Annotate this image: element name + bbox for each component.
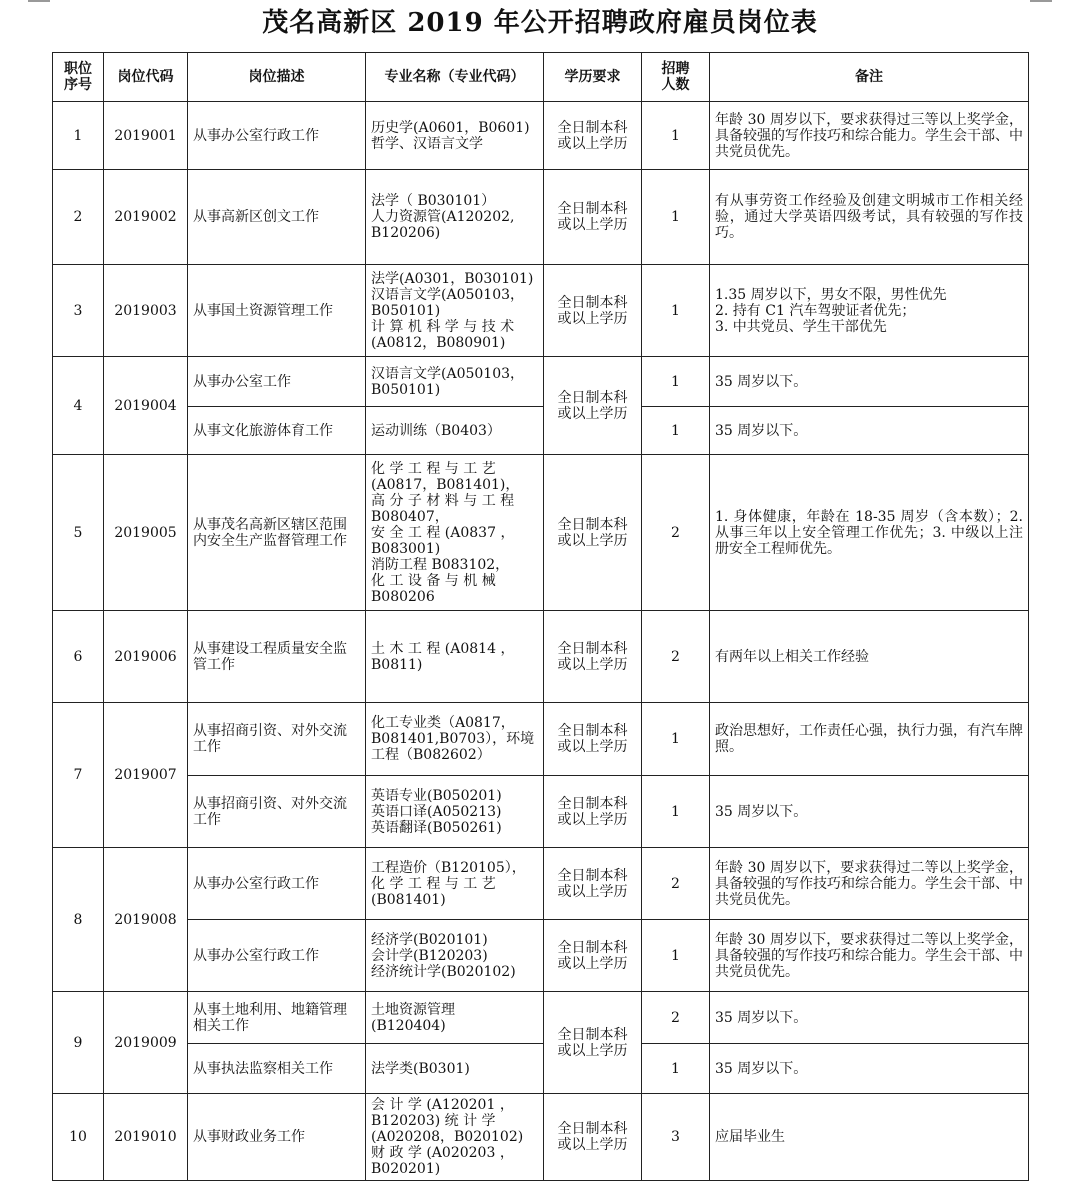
cell-edu: 全日制本科 或以上学历 bbox=[544, 703, 642, 776]
table-row bbox=[53, 265, 1029, 357]
cell-edu: 全日制本科 或以上学历 bbox=[544, 920, 642, 992]
cell-major: 会 计 学 (A120201 ， B120203) 统 计 学 (A020208，B020102) 财 政 学 (A020203 ， B020201) bbox=[366, 1094, 544, 1181]
cell-code: 2019009 bbox=[104, 992, 188, 1094]
cell-num: 1 bbox=[642, 776, 710, 848]
cell-num: 2 bbox=[642, 611, 710, 703]
cell-desc: 从事土地利用、地籍管理相关工作 bbox=[188, 992, 366, 1044]
cell-num: 1 bbox=[642, 920, 710, 992]
cell-major: 汉语言文学(A050103， B050101) bbox=[366, 357, 544, 407]
col-header-no: 职位 序号 bbox=[53, 53, 104, 102]
table-row bbox=[53, 170, 1029, 265]
cell-code: 2019010 bbox=[104, 1094, 188, 1181]
cell-desc: 从事财政业务工作 bbox=[188, 1094, 366, 1181]
cell-edu: 全日制本科 或以上学历 bbox=[544, 992, 642, 1094]
col-header-major: 专业名称（专业代码） bbox=[366, 53, 544, 102]
table-row bbox=[53, 357, 1029, 407]
table-row bbox=[53, 407, 1029, 455]
cell-no: 3 bbox=[53, 265, 104, 357]
cell-num: 2 bbox=[642, 848, 710, 920]
cell-edu: 全日制本科 或以上学历 bbox=[544, 102, 642, 170]
cell-code: 2019004 bbox=[104, 357, 188, 455]
cell-no: 9 bbox=[53, 992, 104, 1094]
cell-desc: 从事建设工程质量安全监管工作 bbox=[188, 611, 366, 703]
cell-edu: 全日制本科 或以上学历 bbox=[544, 265, 642, 357]
cell-num: 1 bbox=[642, 170, 710, 265]
cell-desc: 从事办公室行政工作 bbox=[188, 920, 366, 992]
table-row bbox=[53, 920, 1029, 992]
cell-major: 运动训练（B0403） bbox=[366, 407, 544, 455]
cell-note: 有从事劳资工作经验及创建文明城市工作相关经验，通过大学英语四级考试，具有较强的写作技巧。 bbox=[710, 170, 1029, 265]
cell-major: 历史学(A0601，B0601) 哲学、汉语言文学 bbox=[366, 102, 544, 170]
cell-note: 35 周岁以下。 bbox=[710, 1044, 1029, 1094]
table-row bbox=[53, 992, 1029, 1044]
cell-no: 10 bbox=[53, 1094, 104, 1181]
table-row bbox=[53, 703, 1029, 776]
cell-major: 化 学 工 程 与 工 艺 (A0817，B081401)， 高 分 子 材 料 与 工 程 B080407， 安 全 工 程 (A0837 ， B083001) 消防工程 B083102， 化 工 设 备 与 机 械 B080206 bbox=[366, 455, 544, 611]
cell-edu: 全日制本科 或以上学历 bbox=[544, 848, 642, 920]
header-row bbox=[53, 53, 1029, 102]
table-row bbox=[53, 848, 1029, 920]
table-row bbox=[53, 455, 1029, 611]
cell-note: 35 周岁以下。 bbox=[710, 776, 1029, 848]
cell-edu: 全日制本科 或以上学历 bbox=[544, 776, 642, 848]
cell-note: 1.35 周岁以下，男女不限，男性优先 2. 持有 C1 汽车驾驶证者优先； 3. 中共党员、学生干部优先 bbox=[710, 265, 1029, 357]
cell-edu: 全日制本科 或以上学历 bbox=[544, 357, 642, 455]
col-header-desc: 岗位描述 bbox=[188, 53, 366, 102]
cell-code: 2019008 bbox=[104, 848, 188, 992]
cell-major: 法学(A0301，B030101) 汉语言文学(A050103， B050101) 计 算 机 科 学 与 技 术 (A0812，B080901) bbox=[366, 265, 544, 357]
cell-desc: 从事招商引资、对外交流工作 bbox=[188, 776, 366, 848]
table-row bbox=[53, 776, 1029, 848]
cell-edu: 全日制本科 或以上学历 bbox=[544, 455, 642, 611]
positions-table bbox=[52, 52, 1029, 1181]
table-row bbox=[53, 611, 1029, 703]
table-row bbox=[53, 1044, 1029, 1094]
cell-code: 2019003 bbox=[104, 265, 188, 357]
cell-edu: 全日制本科 或以上学历 bbox=[544, 170, 642, 265]
cell-desc: 从事招商引资、对外交流工作 bbox=[188, 703, 366, 776]
cell-note: 35 周岁以下。 bbox=[710, 357, 1029, 407]
col-header-code: 岗位代码 bbox=[104, 53, 188, 102]
cell-no: 6 bbox=[53, 611, 104, 703]
cell-code: 2019007 bbox=[104, 703, 188, 848]
cell-no: 7 bbox=[53, 703, 104, 848]
cell-no: 1 bbox=[53, 102, 104, 170]
cell-desc: 从事高新区创文工作 bbox=[188, 170, 366, 265]
col-header-num: 招聘 人数 bbox=[642, 53, 710, 102]
page-title: 茂名高新区 2019 年公开招聘政府雇员岗位表 bbox=[262, 8, 818, 38]
cell-note: 年龄 30 周岁以下，要求获得过二等以上奖学金，具备较强的写作技巧和综合能力。学生会干部、中共党员优先。 bbox=[710, 848, 1029, 920]
cell-num: 3 bbox=[642, 1094, 710, 1181]
cell-note: 政治思想好，工作责任心强，执行力强，有汽车牌照。 bbox=[710, 703, 1029, 776]
cell-no: 8 bbox=[53, 848, 104, 992]
cell-num: 1 bbox=[642, 357, 710, 407]
cell-major: 化工专业类（A0817， B081401,B0703），环境 工程（B082602） bbox=[366, 703, 544, 776]
cell-major: 经济学(B020101) 会计学(B120203) 经济统计学(B020102) bbox=[366, 920, 544, 992]
cell-desc: 从事文化旅游体育工作 bbox=[188, 407, 366, 455]
cell-no: 2 bbox=[53, 170, 104, 265]
cell-code: 2019002 bbox=[104, 170, 188, 265]
cell-major: 工程造价（B120105）， 化 学 工 程 与 工 艺 (B081401) bbox=[366, 848, 544, 920]
cell-note: 年龄 30 周岁以下，要求获得过三等以上奖学金，具备较强的写作技巧和综合能力。学生会干部、中共党员优先。 bbox=[710, 102, 1029, 170]
cell-desc: 从事执法监察相关工作 bbox=[188, 1044, 366, 1094]
cell-desc: 从事办公室工作 bbox=[188, 357, 366, 407]
cell-desc: 从事茂名高新区辖区范围内安全生产监督管理工作 bbox=[188, 455, 366, 611]
table-row bbox=[53, 102, 1029, 170]
cell-note: 年龄 30 周岁以下，要求获得过二等以上奖学金，具备较强的写作技巧和综合能力。学生会干部、中共党员优先。 bbox=[710, 920, 1029, 992]
cell-no: 4 bbox=[53, 357, 104, 455]
table-row bbox=[53, 1094, 1029, 1181]
cell-num: 1 bbox=[642, 407, 710, 455]
cell-desc: 从事办公室行政工作 bbox=[188, 848, 366, 920]
col-header-note: 备注 bbox=[710, 53, 1029, 102]
cell-edu: 全日制本科 或以上学历 bbox=[544, 1094, 642, 1181]
cell-code: 2019005 bbox=[104, 455, 188, 611]
cell-major: 英语专业(B050201) 英语口译(A050213) 英语翻译(B050261) bbox=[366, 776, 544, 848]
cell-major: 法学（ B030101） 人力资源管(A120202, B120206) bbox=[366, 170, 544, 265]
cell-edu: 全日制本科 或以上学历 bbox=[544, 611, 642, 703]
cell-num: 2 bbox=[642, 455, 710, 611]
cell-num: 1 bbox=[642, 703, 710, 776]
cell-num: 2 bbox=[642, 992, 710, 1044]
cell-note: 1. 身体健康，年龄在 18-35 周岁（含本数）；2. 从事三年以上安全管理工作优先；3. 中级以上注册安全工程师优先。 bbox=[710, 455, 1029, 611]
cell-major: 土地资源管理 (B120404) bbox=[366, 992, 544, 1044]
cell-code: 2019006 bbox=[104, 611, 188, 703]
cell-note: 有两年以上相关工作经验 bbox=[710, 611, 1029, 703]
col-header-edu: 学历要求 bbox=[544, 53, 642, 102]
cell-major: 土 木 工 程 (A0814 ， B0811) bbox=[366, 611, 544, 703]
cell-major: 法学类(B0301) bbox=[366, 1044, 544, 1094]
cell-num: 1 bbox=[642, 1044, 710, 1094]
cell-no: 5 bbox=[53, 455, 104, 611]
cell-note: 35 周岁以下。 bbox=[710, 992, 1029, 1044]
cell-num: 1 bbox=[642, 265, 710, 357]
cell-desc: 从事国土资源管理工作 bbox=[188, 265, 366, 357]
cell-num: 1 bbox=[642, 102, 710, 170]
cell-note: 应届毕业生 bbox=[710, 1094, 1029, 1181]
cell-desc: 从事办公室行政工作 bbox=[188, 102, 366, 170]
cell-code: 2019001 bbox=[104, 102, 188, 170]
cell-note: 35 周岁以下。 bbox=[710, 407, 1029, 455]
